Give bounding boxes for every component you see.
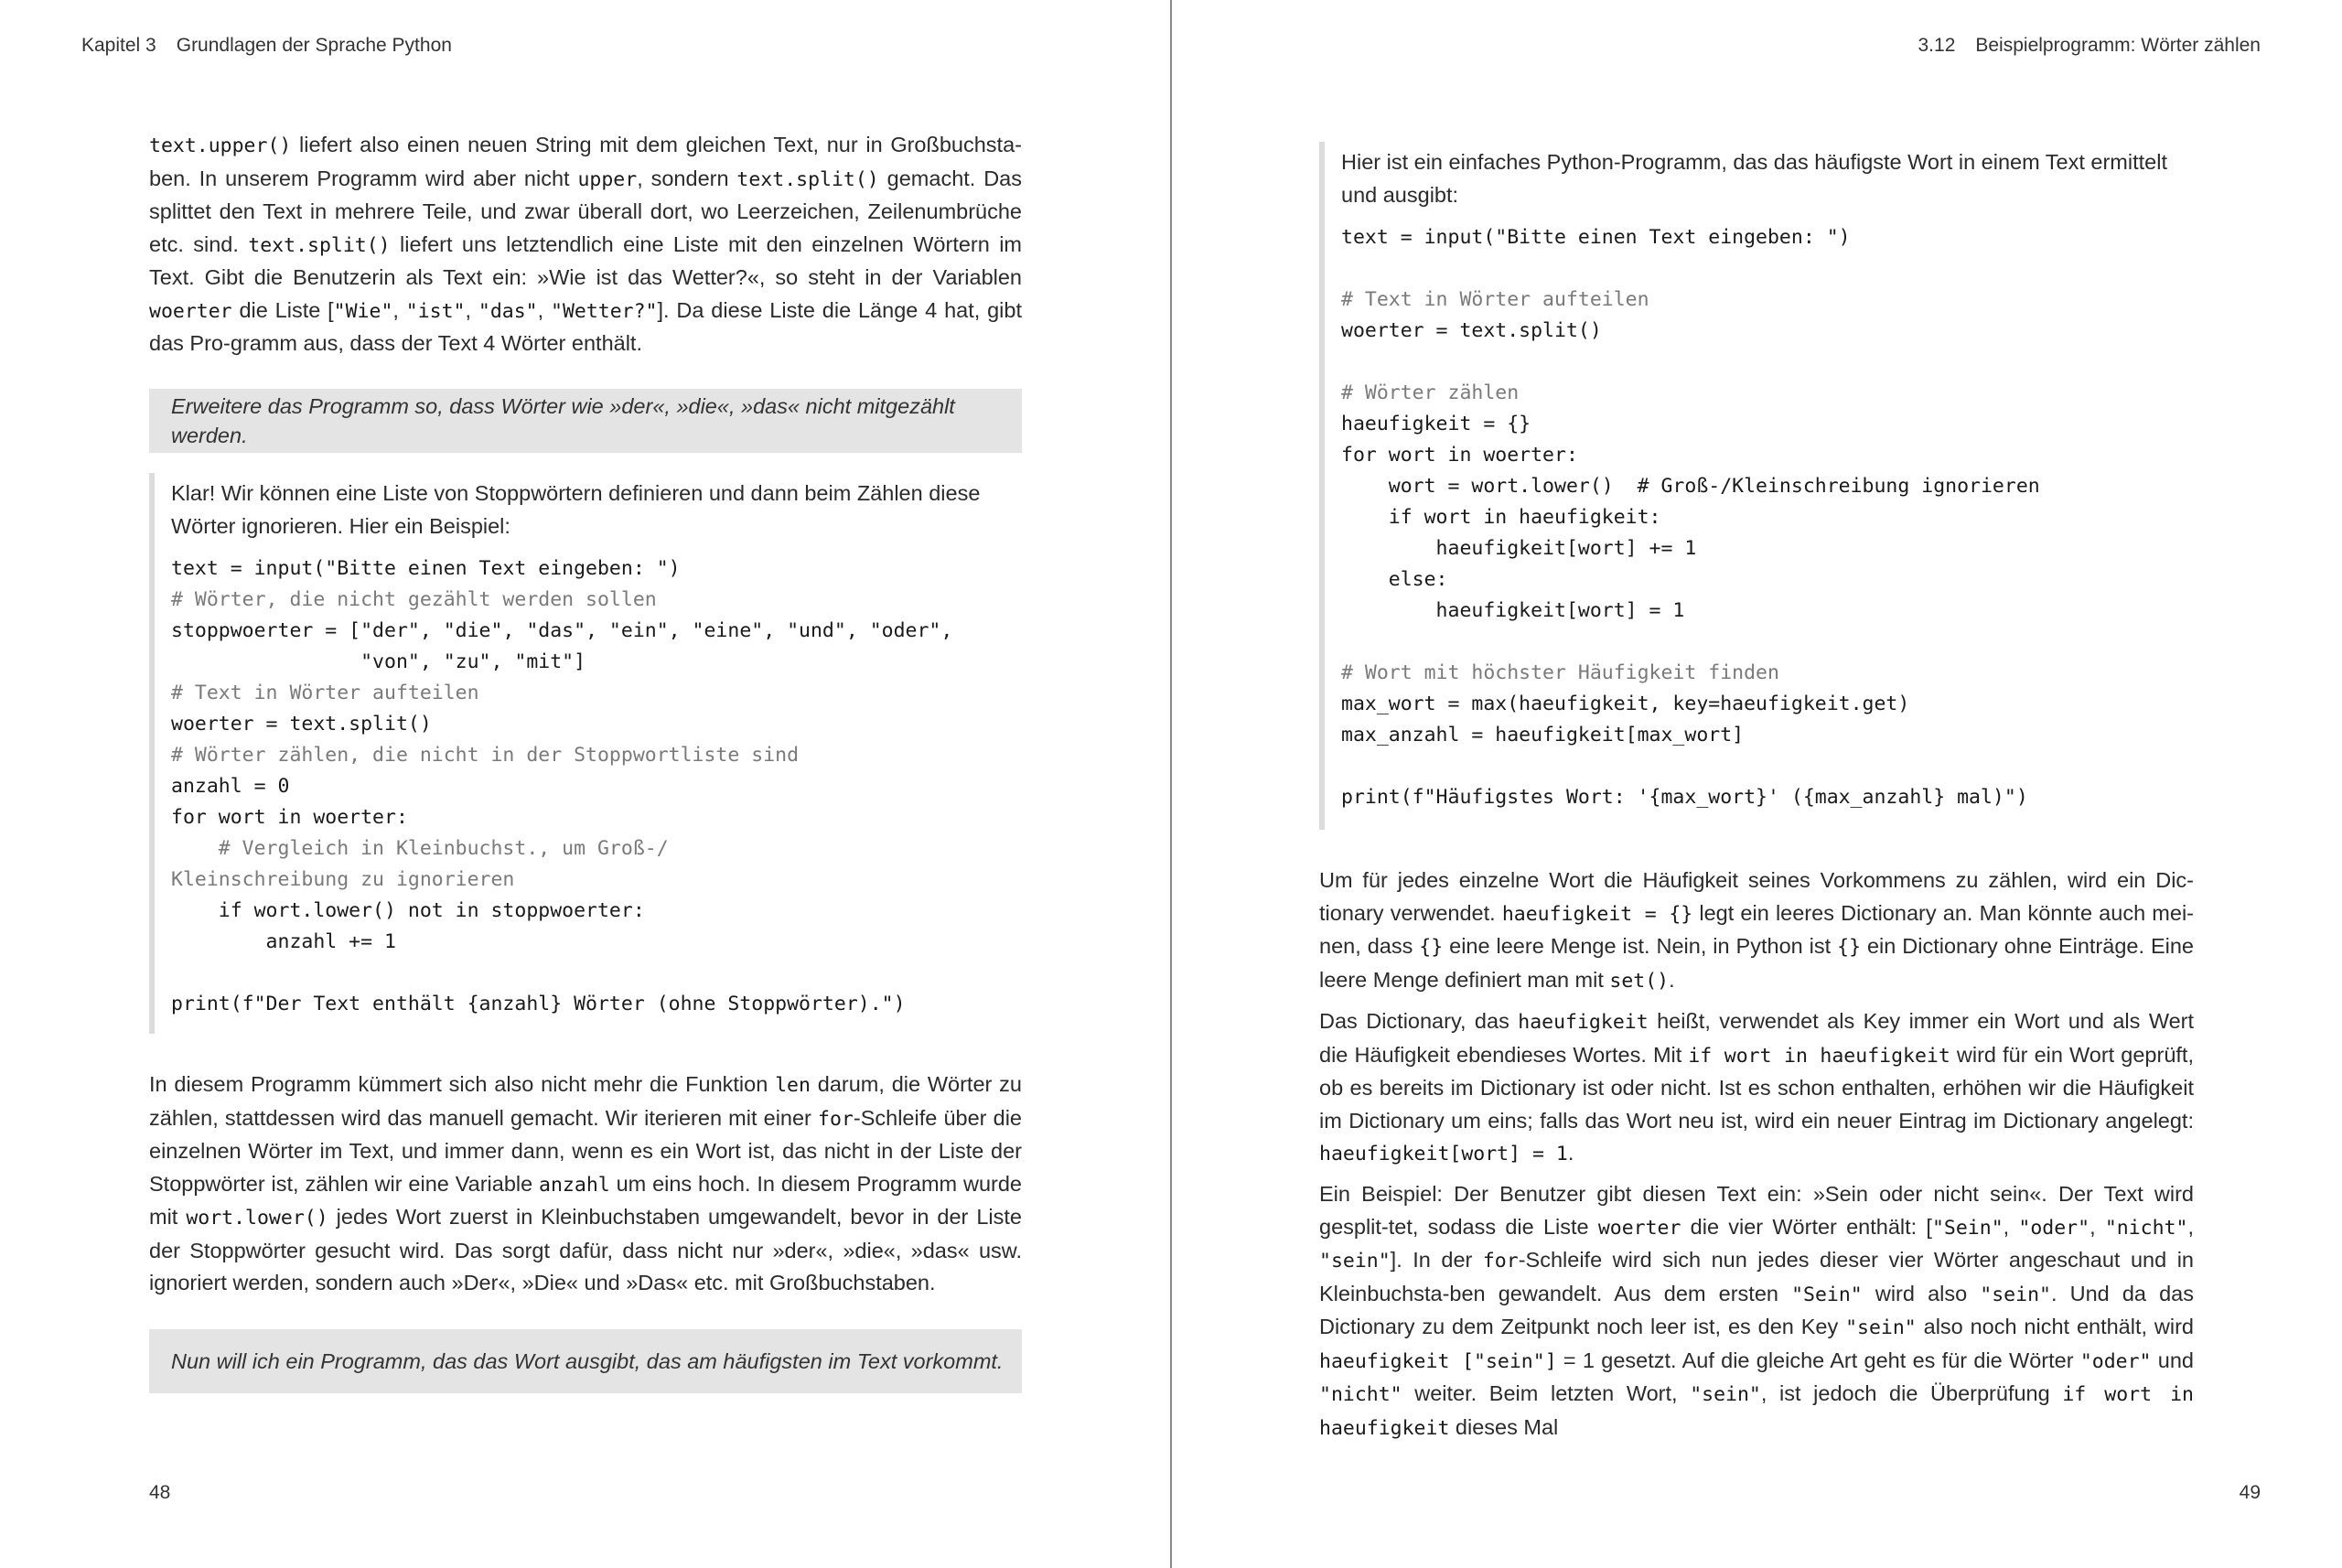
inline-code: "Wetter?" — [551, 299, 658, 323]
text-run: , sondern — [637, 166, 737, 190]
code-line: for wort in woerter: — [171, 806, 408, 829]
inline-code: "nicht" — [2104, 1216, 2188, 1240]
text-run: eine leere Menge ist. Nein, in Python ist — [1443, 934, 1838, 958]
page-number-left: 48 — [149, 1482, 171, 1503]
text-run: In diesem Programm kümmert sich also nicht mehr die Funktion — [149, 1072, 776, 1096]
user-prompt-1: Erweitere das Programm so, dass Wörter wie »der«, »die«, »das« nicht mitgezählt werden. — [149, 389, 1022, 453]
code-line: woerter = text.split() — [171, 713, 432, 736]
inline-code: haeufigkeit[wort] = 1 — [1319, 1143, 1568, 1165]
text-run: die Liste [ — [231, 297, 334, 322]
inline-code: {} — [1837, 936, 1862, 959]
code-listing-left — [171, 553, 1022, 1020]
right-page — [1172, 0, 2342, 1568]
text-run: . — [1669, 967, 1675, 992]
chapter-title: Grundlagen der Sprache Python — [176, 35, 452, 56]
text-run: ]. In der — [1390, 1248, 1483, 1272]
code-line — [1341, 253, 2194, 285]
inline-code: upper — [577, 167, 638, 191]
inline-code: woerter — [149, 299, 232, 323]
inline-code: "Sein" — [1931, 1216, 2004, 1240]
text-run: , — [465, 297, 478, 322]
code-line: # Text in Wörter aufteilen — [171, 682, 479, 704]
text-run: -Schleife wird sich nun jedes dieser vier Wörter angeschaut und in Kleinbuchsta-ben gewandelt. Aus dem ersten — [1319, 1248, 2194, 1305]
code-line: # Vergleich in Kleinbuchst., um Groß-/ — [171, 837, 669, 860]
code-line: wort = wort.lower() # Groß-/Kleinschreibung ignorieren — [1341, 475, 2040, 498]
inline-code: len — [775, 1074, 811, 1097]
running-head-right — [1918, 35, 2261, 57]
code-line — [1341, 627, 2194, 658]
section-title: Beispielprogramm: Wörter zählen — [1975, 35, 2261, 56]
inline-code: haeufigkeit — [1518, 1011, 1649, 1034]
text-run: dieses Mal — [1449, 1414, 1559, 1439]
code-line: woerter = text.split() — [1341, 319, 1602, 342]
inline-code: for — [1482, 1250, 1519, 1273]
inline-code: "nicht" — [1319, 1383, 1402, 1406]
inline-code: if wort in haeufigkeit — [1688, 1044, 1950, 1068]
code-line: if wort.lower() not in stoppwoerter: — [171, 899, 645, 922]
section-number: 3.12 — [1918, 35, 1956, 56]
code-line — [1341, 751, 2194, 782]
text-run: also noch nicht enthält, wird — [1916, 1315, 2194, 1338]
code-line: # Wörter zählen, die nicht in der Stoppwortliste sind — [171, 744, 800, 767]
code-line: for wort in woerter: — [1341, 444, 1578, 467]
text-run: heißt, verwendet als Key immer ein Wort und als Wert die Häufigkeit ebendieses Wortes. Mit — [1319, 1009, 2195, 1067]
inline-code: "ist" — [405, 299, 466, 323]
text-run: -Schleife über die einzelnen Wörter im Text, und immer dann, wenn es ein Wort ist, das nicht in der Liste der Stoppwörter ist, zählen wir eine Variable — [149, 1105, 1022, 1196]
code-line: haeufigkeit[wort] += 1 — [1341, 537, 1697, 560]
inline-code: "sein" — [1845, 1316, 1917, 1339]
code-line: if wort in haeufigkeit: — [1341, 506, 1661, 529]
inline-code: text.split() — [736, 167, 879, 191]
text-run: , — [2187, 1214, 2194, 1239]
text-run: legt ein leeres Dictionary an. Man könnte auch mei-nen, dass — [1319, 900, 2194, 958]
code-line: text = input("Bitte einen Text eingeben: ") — [171, 557, 681, 580]
text-run: ]. Da diese Liste die Länge 4 hat, gibt das Pro-gramm aus, dass der Text 4 Wörter enthält. — [149, 297, 1023, 355]
inline-code: "sein" — [1980, 1283, 2051, 1306]
text-run: jedes Wort zuerst in Kleinbuchstaben umgewandelt, bevor in der Liste der Stoppwörter gesucht wird. Das sorgt dafür, dass nicht nur »der«, »die«, »das« usw. ignoriert werden, sondern auch »Der«, »Die« und »Das« etc. mit Großbuchstaben. — [149, 1205, 1023, 1294]
code-line: max_anzahl = haeufigkeit[max_wort] — [1341, 724, 1745, 746]
text-run: wird also — [1862, 1281, 1981, 1305]
text-run: Um für jedes einzelne Wort die Häufigkeit seines Vorkommens zu zählen, wird ein Dic-tionary verwendet. — [1319, 868, 2194, 925]
answer-intro-left: Klar! Wir können eine Liste von Stoppwörtern definieren und dann beim Zählen diese Wörter ignorieren. Hier ein Beispiel: — [171, 481, 981, 538]
answer-intro-right: Hier ist ein einfaches Python-Programm, das das häufigste Wort in einem Text ermittelt und ausgibt: — [1341, 150, 2167, 207]
text-run: weiter. Beim letzten Wort, — [1402, 1381, 1691, 1405]
code-line: haeufigkeit = {} — [1341, 413, 1531, 435]
text-run: um eins hoch. In diesem Programm wurde mit — [149, 1171, 1022, 1229]
code-line: print(f"Der Text enthält {anzahl} Wörter (ohne Stoppwörter).") — [171, 993, 906, 1015]
text-run: ein Dictionary ohne Einträge. Eine leere Menge definiert man mit — [1319, 934, 2194, 992]
text-run: , — [537, 297, 551, 322]
text-run: und — [2151, 1348, 2194, 1372]
text-run: , — [392, 297, 406, 322]
text-run: Ein Beispiel: Der Benutzer gibt diesen Text ein: »Sein oder nicht sein«. Der Text wird gesplit-tet, sodass die Liste — [1319, 1182, 2194, 1239]
inline-code: for — [818, 1107, 854, 1131]
code-line: print(f"Häufigstes Wort: '{max_wort}' ({max_anzahl} mal)") — [1341, 786, 2028, 809]
text-run: , — [2090, 1214, 2105, 1239]
inline-code: text.upper() — [149, 134, 292, 157]
left-page — [0, 0, 1170, 1568]
inline-code: woerter — [1597, 1216, 1681, 1240]
code-line: else: — [1341, 568, 1448, 591]
text-run: Das Dictionary, das — [1319, 1009, 1519, 1033]
text-run: liefert uns letztendlich eine Liste mit den einzelnen Wörtern im Text. Gibt die Benutzerin als Text ein: »Wie ist das Wetter?«, so steht in der Variablen — [149, 231, 1023, 289]
code-line: stoppwoerter = ["der", "die", "das", "ein", "eine", "und", "oder", — [171, 619, 953, 642]
inline-code: haeufigkeit = {} — [1501, 902, 1693, 926]
left-paragraph-1 — [149, 129, 1022, 360]
left-paragraph-2 — [149, 1069, 1022, 1300]
inline-code: anzahl — [539, 1173, 610, 1197]
code-line: Kleinschreibung zu ignorieren — [171, 868, 515, 891]
text-run: = 1 gesetzt. Auf die gleiche Art geht es für die Wörter — [1556, 1348, 2080, 1372]
code-line: max_wort = max(haeufigkeit, key=haeufigkeit.get) — [1341, 693, 1910, 715]
text-run: darum, die Wörter zu zählen, stattdessen wird das manuell gemacht. Wir iterieren mit einer — [149, 1072, 1022, 1130]
code-line: haeufigkeit[wort] = 1 — [1341, 599, 1685, 622]
answer-block-left — [149, 473, 1022, 1034]
code-line: # Wörter zählen — [1341, 381, 1520, 404]
inline-code: "oder" — [2079, 1349, 2152, 1373]
code-line: text = input("Bitte einen Text eingeben: ") — [1341, 226, 1851, 249]
code-line: # Wörter, die nicht gezählt werden sollen — [171, 588, 657, 611]
inline-code: "das" — [478, 299, 538, 323]
text-run: . Und da das Dictionary zu dem Zeitpunkt noch leer ist, es den Key — [1319, 1281, 2194, 1338]
chapter-number: Kapitel 3 — [81, 35, 156, 56]
code-line — [1341, 347, 2194, 378]
text-run: , — [2003, 1214, 2019, 1239]
code-line: "von", "zu", "mit"] — [171, 650, 586, 673]
text-run: gemacht. Das splittet den Text in mehrere Teile, und zwar überall dort, wo Leerzeichen, Zeilenumbrüche etc. sind. — [149, 166, 1022, 256]
inline-code: "sein" — [1690, 1383, 1761, 1406]
inline-code: {} — [1419, 936, 1444, 959]
answer-block-right — [1319, 142, 2194, 830]
code-line: anzahl = 0 — [171, 775, 290, 798]
code-listing-right — [1341, 222, 2194, 813]
text-run: die vier Wörter enthält: [ — [1681, 1214, 1932, 1239]
inline-code: if wort in haeufigkeit — [1319, 1383, 2194, 1440]
inline-code: text.split() — [248, 233, 391, 257]
right-paragraph-2 — [1319, 1005, 2194, 1171]
code-line: anzahl += 1 — [171, 930, 396, 953]
inline-code: set() — [1609, 969, 1670, 993]
code-line: # Text in Wörter aufteilen — [1341, 288, 1649, 311]
text-run: . — [1567, 1141, 1574, 1165]
code-line — [171, 958, 1022, 989]
code-line: # Wort mit höchster Häufigkeit finden — [1341, 661, 1779, 684]
inline-code: haeufigkeit ["sein"] — [1319, 1349, 1557, 1373]
right-paragraph-1 — [1319, 865, 2194, 997]
inline-code: "Wie" — [333, 299, 393, 323]
user-prompt-2: Nun will ich ein Programm, das das Wort ausgibt, das am häufigsten im Text vorkommt. — [149, 1329, 1022, 1393]
text-run: wird für ein Wort geprüft, ob es bereits im Dictionary ist oder nicht. Ist es schon enthalten, erhöhen wir die Häufigkeit im Dictionary um eins; falls das Wort neu ist, wird ein neuer Eintrag im Dictionary angelegt: — [1319, 1042, 2194, 1133]
inline-code: wort.lower() — [186, 1207, 328, 1230]
running-head-left — [81, 35, 452, 57]
inline-code: "sein" — [1319, 1250, 1391, 1273]
inline-code: "Sein" — [1791, 1283, 1863, 1306]
right-paragraph-3 — [1319, 1178, 2194, 1444]
inline-code: "oder" — [2018, 1216, 2090, 1240]
page-number-right: 49 — [2239, 1482, 2261, 1503]
text-run: liefert also einen neuen String mit dem gleichen Text, nur in Großbuchsta-ben. In unserem Programm wird aber nicht — [149, 133, 1022, 190]
text-run: , ist jedoch die Überprüfung — [1760, 1381, 2063, 1405]
